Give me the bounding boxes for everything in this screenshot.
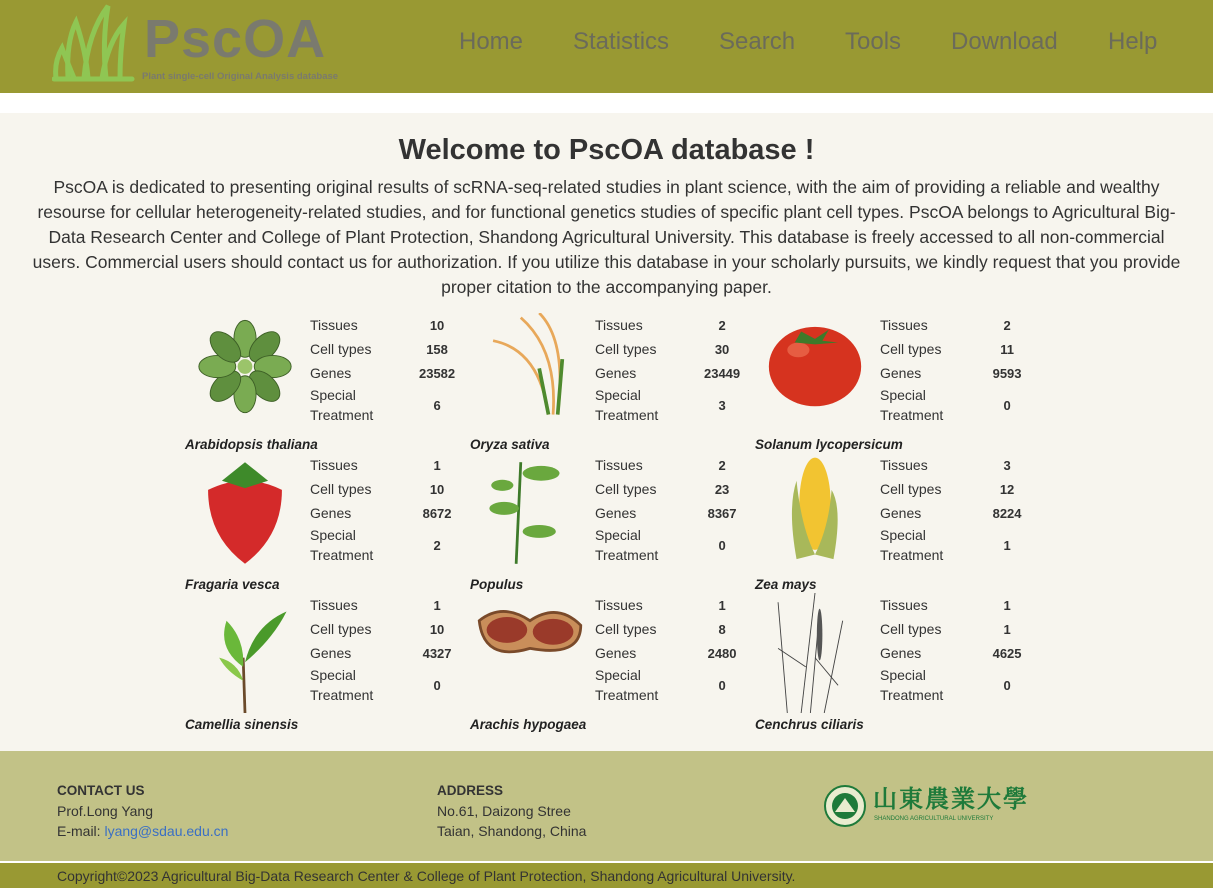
stat-genes: Genes 8224 <box>880 505 1022 521</box>
species-card-populus[interactable] <box>470 453 755 593</box>
plant-image-icon <box>185 593 305 713</box>
stat-genes: Genes 8367 <box>595 505 737 521</box>
species-card-camellia-sinensis[interactable] <box>185 593 470 733</box>
species-card-zea-mays[interactable] <box>755 453 1040 593</box>
stat-cell-types: Cell types 23 <box>595 481 730 497</box>
species-name[interactable]: Fragaria vesca <box>185 577 280 592</box>
species-stats <box>880 453 1040 565</box>
stat-cell-types: Cell types 8 <box>595 621 726 637</box>
address-line2: Taian, Shandong, China <box>437 823 587 839</box>
stat-tissues: Tissues 3 <box>880 457 1011 473</box>
stat-special-treatment: Special Treatment 2 <box>310 527 441 563</box>
species-stats <box>310 453 470 565</box>
species-stats <box>310 313 470 425</box>
plant-image-icon <box>470 593 590 713</box>
logo-subtitle: Plant single-cell Original Analysis database <box>142 71 339 82</box>
species-stats <box>880 593 1040 705</box>
stat-genes: Genes 8672 <box>310 505 452 521</box>
stat-special-treatment: Special Treatment 0 <box>880 387 1011 423</box>
stat-cell-types: Cell types 1 <box>880 621 1011 637</box>
contact-name: Prof.Long Yang <box>57 803 154 819</box>
species-name[interactable]: Arabidopsis thaliana <box>185 437 318 452</box>
stat-special-treatment: Special Treatment 6 <box>310 387 441 423</box>
contact-email: E-mail: lyang@sdau.edu.cn <box>57 823 229 839</box>
nav-statistics[interactable]: Statistics <box>573 28 670 55</box>
stat-genes: Genes 9593 <box>880 365 1022 381</box>
nav-help[interactable]: Help <box>1108 28 1158 55</box>
species-stats <box>595 453 755 565</box>
nav-download[interactable]: Download <box>951 28 1058 55</box>
species-name[interactable]: Zea mays <box>755 577 817 592</box>
stat-cell-types: Cell types 10 <box>310 481 445 497</box>
intro-text: PscOA is dedicated to presenting original results of scRNA-seq-related studies in plant science, with the aim of providing a reliable and wealthy resourse for cellular heterogeneity-related studies, and for functional genetics studies of specific plant cell types. PscOA belongs to Agricultural Big-Data Research Center and College of Plant Protection, Shandong Agricultural University. This database is freely accessed to all non-commercial users. Commercial users should contact us for authorization. If you utilize this database in your scholarly pursuits, we kindly request that you provide proper citation to the accompanying paper. <box>32 177 1181 297</box>
stat-cell-types: Cell types 10 <box>310 621 445 637</box>
address-heading: ADDRESS <box>437 783 504 798</box>
species-name[interactable]: Populus <box>470 577 524 592</box>
stat-tissues: Tissues 1 <box>595 597 726 613</box>
species-card-fragaria-vesca[interactable] <box>185 453 470 593</box>
species-stats <box>310 593 470 705</box>
nav-search[interactable]: Search <box>719 28 796 55</box>
species-name[interactable]: Solanum lycopersicum <box>755 437 903 452</box>
email-link[interactable]: lyang@sdau.edu.cn <box>104 823 229 839</box>
plant-image-icon <box>755 313 875 433</box>
stat-cell-types: Cell types 12 <box>880 481 1015 497</box>
species-stats <box>595 593 755 705</box>
species-name[interactable]: Arachis hypogaea <box>470 717 587 732</box>
university-name-cn: 山東農業大學 <box>873 784 1029 813</box>
copyright: Copyright©2023 Agricultural Big-Data Research Center & College of Plant Protection, Shandong Agricultural University. <box>0 863 1213 888</box>
stat-tissues: Tissues 1 <box>310 597 441 613</box>
header <box>0 0 1213 93</box>
stat-special-treatment: Special Treatment 0 <box>880 667 1011 703</box>
university-name-en: SHANDONG AGRICULTURAL UNIVERSITY <box>874 816 994 822</box>
stat-cell-types: Cell types 158 <box>310 341 448 357</box>
plant-image-icon <box>470 453 590 573</box>
university-seal-icon <box>823 784 867 828</box>
stat-special-treatment: Special Treatment 0 <box>595 527 726 563</box>
stat-tissues: Tissues 1 <box>880 597 1011 613</box>
stat-special-treatment: Special Treatment 1 <box>880 527 1011 563</box>
stat-special-treatment: Special Treatment 3 <box>595 387 726 423</box>
species-name[interactable]: Cenchrus ciliaris <box>755 717 864 732</box>
plant-image-icon <box>470 313 590 433</box>
address-line1: No.61, Daizong Stree <box>437 803 571 819</box>
species-name[interactable]: Oryza sativa <box>470 437 550 452</box>
species-card-solanum-lycopersicum[interactable] <box>755 313 1040 453</box>
species-card-arabidopsis-thaliana[interactable] <box>185 313 470 453</box>
stat-genes: Genes 2480 <box>595 645 737 661</box>
stat-tissues: Tissues 2 <box>595 317 726 333</box>
stat-genes: Genes 4327 <box>310 645 452 661</box>
species-stats <box>595 313 755 425</box>
logo-title: PscOA <box>144 9 327 69</box>
stat-tissues: Tissues 10 <box>310 317 445 333</box>
stat-special-treatment: Special Treatment 0 <box>595 667 726 703</box>
plant-image-icon <box>755 593 875 713</box>
stat-tissues: Tissues 2 <box>880 317 1011 333</box>
stat-genes: Genes 23449 <box>595 365 741 381</box>
stat-genes: Genes 4625 <box>880 645 1022 661</box>
stat-tissues: Tissues 2 <box>595 457 726 473</box>
pscoa-logo[interactable] <box>52 2 362 90</box>
page-title: Welcome to PscOA database ! <box>398 134 815 166</box>
plant-image-icon <box>185 453 305 573</box>
species-card-arachis-hypogaea[interactable] <box>470 593 755 733</box>
species-stats <box>880 313 1040 425</box>
plant-image-icon <box>185 313 305 433</box>
contact-heading: CONTACT US <box>57 783 145 798</box>
plant-image-icon <box>755 453 875 573</box>
species-card-oryza-sativa[interactable] <box>470 313 755 453</box>
species-card-cenchrus-ciliaris[interactable] <box>755 593 1040 733</box>
stat-special-treatment: Special Treatment 0 <box>310 667 441 703</box>
stat-tissues: Tissues 1 <box>310 457 441 473</box>
stat-cell-types: Cell types 30 <box>595 341 730 357</box>
stat-genes: Genes 23582 <box>310 365 456 381</box>
main-content <box>0 113 1213 751</box>
grass-logo-icon <box>52 2 137 84</box>
footer <box>0 751 1213 861</box>
species-name[interactable]: Camellia sinensis <box>185 717 299 732</box>
nav-tools[interactable]: Tools <box>845 28 902 55</box>
stat-cell-types: Cell types 11 <box>880 341 1014 357</box>
nav-home[interactable]: Home <box>459 28 524 55</box>
